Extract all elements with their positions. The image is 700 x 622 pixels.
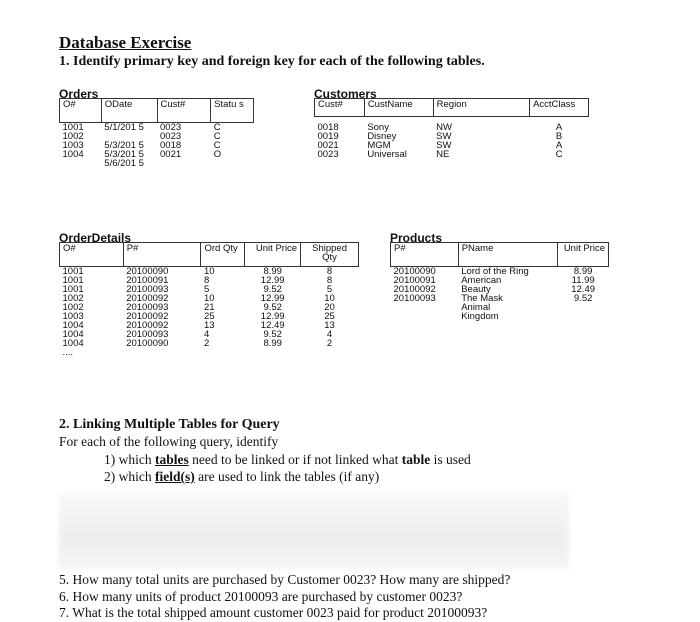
orderdetails-header-ordqty: Ord Qty bbox=[201, 243, 245, 267]
od-cell: 20100093 bbox=[126, 329, 169, 340]
orders-cell: 0023 bbox=[160, 122, 182, 133]
item2-text-c: are used to link the tables (if any) bbox=[194, 469, 380, 484]
products-cell: 11.99 bbox=[571, 275, 595, 286]
customers-cell: 0018 bbox=[317, 121, 339, 133]
table-row bbox=[315, 123, 589, 132]
item1-text-e: is used bbox=[430, 452, 471, 467]
table-row bbox=[315, 141, 589, 150]
question-5: 5. How many total units are purchased by Customer 0023? How many are shipped? bbox=[59, 572, 511, 587]
products-cell: Kingdom bbox=[461, 311, 499, 322]
orders-cell bbox=[157, 159, 211, 168]
table-row bbox=[60, 267, 359, 277]
table-row bbox=[60, 132, 254, 141]
orderdetails-table bbox=[59, 242, 359, 357]
orders-cell: 5/1/201 5 bbox=[104, 122, 144, 133]
products-cell: Beauty bbox=[461, 284, 491, 295]
customers-cell: SW bbox=[436, 130, 452, 142]
od-cell: 1001 bbox=[62, 266, 84, 277]
customers-cell: A bbox=[555, 139, 563, 151]
products-table bbox=[390, 242, 609, 321]
customers-header-cust: Cust# bbox=[315, 99, 365, 117]
products-cell bbox=[558, 312, 609, 321]
table-row bbox=[391, 312, 609, 321]
products-cell: Animal bbox=[461, 302, 491, 313]
products-cell: 20100092 bbox=[393, 284, 436, 295]
products-label: Products bbox=[390, 231, 443, 245]
od-cell: 4 bbox=[326, 329, 333, 340]
orders-cell: 1004 bbox=[62, 149, 84, 160]
table-row bbox=[60, 150, 254, 159]
orders-cell: 0023 bbox=[160, 131, 182, 142]
customers-cell: B bbox=[555, 130, 563, 142]
od-cell: 25 bbox=[324, 311, 335, 322]
customers-cell: NE bbox=[436, 148, 450, 160]
od-cell: 10 bbox=[324, 293, 335, 304]
customers-label: Customers bbox=[314, 87, 377, 101]
products-header-p: P# bbox=[391, 243, 459, 267]
orders-table bbox=[59, 98, 254, 168]
od-cell: 20100093 bbox=[126, 284, 169, 295]
products-cell bbox=[391, 303, 459, 312]
orders-label: Orders bbox=[59, 87, 99, 101]
table-row bbox=[60, 348, 359, 357]
od-cell: 21 bbox=[203, 302, 215, 313]
orderdetails-header-o: O# bbox=[60, 243, 124, 267]
od-cell: 1004 bbox=[62, 320, 84, 331]
od-cell: 20100092 bbox=[126, 320, 169, 331]
orders-header-cust: Cust# bbox=[157, 99, 211, 123]
customers-cell: NW bbox=[436, 121, 452, 133]
customers-cell: 0021 bbox=[317, 139, 339, 151]
table-row bbox=[60, 141, 254, 150]
orders-cell: O bbox=[213, 149, 222, 160]
od-cell: 1001 bbox=[62, 275, 84, 286]
orderdetails-label: OrderDetails bbox=[59, 231, 132, 245]
blurred-region bbox=[59, 493, 569, 569]
orderdetails-header-shippedqty: Shipped Qty bbox=[301, 243, 359, 267]
od-cell: 4 bbox=[203, 329, 210, 340]
customers-table bbox=[314, 98, 589, 159]
section-2-intro: For each of the following query, identify bbox=[59, 434, 279, 449]
products-cell: 9.52 bbox=[573, 293, 593, 304]
customers-cell: Sony bbox=[367, 121, 389, 133]
od-cell: 1003 bbox=[62, 311, 84, 322]
orderdetails-header-unitprice: Unit Price bbox=[245, 243, 301, 267]
orders-cell bbox=[60, 159, 102, 168]
section-2-item-1 bbox=[104, 452, 471, 468]
section-2-heading: 2. Linking Multiple Tables for Query bbox=[59, 417, 280, 432]
customers-cell: C bbox=[555, 148, 563, 160]
products-cell: Lord of the Ring bbox=[461, 266, 529, 277]
customers-cell: MGM bbox=[367, 139, 391, 151]
od-cell: 20100092 bbox=[126, 293, 169, 304]
od-cell: 1002 bbox=[62, 293, 84, 304]
customers-cell: SW bbox=[436, 139, 452, 151]
table-row bbox=[60, 330, 359, 339]
products-cell: 20100093 bbox=[393, 293, 436, 304]
od-cell: 13 bbox=[324, 320, 335, 331]
customers-header-acctclass: AcctClass bbox=[530, 99, 589, 117]
customers-cell: 0019 bbox=[317, 130, 339, 142]
od-cell: 1004 bbox=[62, 338, 84, 349]
od-cell: 8.99 bbox=[263, 338, 282, 349]
orders-header-odate: ODate bbox=[101, 99, 157, 123]
orders-cell: C bbox=[213, 140, 221, 151]
od-cell: 13 bbox=[203, 320, 215, 331]
od-ellipsis: .... bbox=[62, 347, 74, 358]
item1-text-a: 1) which bbox=[104, 452, 155, 467]
orders-cell: 5/3/201 5 bbox=[104, 140, 144, 151]
table-row bbox=[391, 294, 609, 303]
od-cell: 20100093 bbox=[126, 302, 169, 313]
customers-cell: Disney bbox=[367, 130, 397, 142]
od-cell: 9.52 bbox=[263, 302, 282, 313]
orders-header-status: Statu s bbox=[211, 99, 254, 123]
products-cell: The Mask bbox=[461, 293, 503, 304]
od-cell: 12.99 bbox=[260, 293, 285, 304]
od-cell: 20100090 bbox=[126, 266, 169, 277]
od-cell: 8 bbox=[326, 275, 333, 286]
od-cell: 1001 bbox=[62, 284, 84, 295]
item1-tables: tables bbox=[155, 452, 189, 467]
od-cell: 12.49 bbox=[260, 320, 285, 331]
orders-cell bbox=[211, 159, 254, 168]
customers-cell: A bbox=[555, 121, 563, 133]
od-cell: 2 bbox=[203, 338, 210, 349]
od-cell: 12.99 bbox=[260, 275, 285, 286]
orders-cell: 1001 bbox=[62, 122, 84, 133]
question-7: 7. What is the total shipped amount customer 0023 paid for product 20100093? bbox=[59, 605, 488, 620]
table-row bbox=[60, 321, 359, 330]
products-cell bbox=[391, 312, 459, 321]
customers-cell: Universal bbox=[367, 148, 407, 160]
orders-cell: 0018 bbox=[160, 140, 182, 151]
od-cell: 8 bbox=[326, 266, 333, 277]
od-cell: 5 bbox=[203, 284, 210, 295]
od-cell: 8.99 bbox=[263, 266, 282, 277]
od-cell: 20100090 bbox=[126, 338, 169, 349]
page-title: Database Exercise bbox=[59, 33, 192, 52]
od-cell: 8 bbox=[203, 275, 210, 286]
item2-text-a: 2) which bbox=[104, 469, 155, 484]
item2-fields: field(s) bbox=[155, 469, 195, 484]
products-header-unitprice: Unit Price bbox=[558, 243, 609, 267]
table-row bbox=[60, 159, 254, 168]
od-cell: 9.52 bbox=[263, 329, 282, 340]
od-cell: 10 bbox=[203, 266, 215, 277]
products-cell: 8.99 bbox=[573, 266, 593, 277]
orderdetails-header-p: P# bbox=[123, 243, 201, 267]
table-row bbox=[60, 339, 359, 348]
question-1: 1. Identify primary key and foreign key for each of the following tables. bbox=[59, 54, 485, 69]
od-cell: 20 bbox=[324, 302, 335, 313]
od-cell: 1002 bbox=[62, 302, 84, 313]
od-cell: 20100092 bbox=[126, 311, 169, 322]
od-cell: 1004 bbox=[62, 329, 84, 340]
orders-cell: 1003 bbox=[62, 140, 84, 151]
od-cell: 2 bbox=[326, 338, 333, 349]
products-header-pname: PName bbox=[458, 243, 558, 267]
question-6: 6. How many units of product 20100093 are purchased by customer 0023? bbox=[59, 589, 463, 604]
table-row bbox=[315, 132, 589, 141]
table-row bbox=[60, 276, 359, 285]
products-cell: American bbox=[461, 275, 502, 286]
od-cell: 25 bbox=[203, 311, 215, 322]
orders-cell: C bbox=[213, 131, 221, 142]
customers-header-region: Region bbox=[433, 99, 529, 117]
od-cell: 20100091 bbox=[126, 275, 169, 286]
item1-table: table bbox=[401, 452, 431, 467]
orders-cell: C bbox=[213, 122, 221, 133]
products-cell: 20100090 bbox=[393, 266, 436, 277]
products-cell: 20100091 bbox=[393, 275, 436, 286]
table-row bbox=[315, 150, 589, 159]
orders-cell: 1002 bbox=[62, 131, 84, 142]
table-row bbox=[60, 123, 254, 133]
od-cell: 12.99 bbox=[260, 311, 285, 322]
od-cell: 9.52 bbox=[263, 284, 282, 295]
customers-cell: 0023 bbox=[317, 148, 339, 160]
orders-cell: 5/6/201 5 bbox=[104, 158, 144, 169]
orders-cell: 0021 bbox=[160, 149, 182, 160]
products-cell bbox=[558, 303, 609, 312]
customers-header-custname: CustName bbox=[364, 99, 433, 117]
item1-text-c: need to be linked or if not linked what bbox=[188, 452, 402, 467]
table-row bbox=[391, 303, 609, 312]
orders-cell: 5/3/201 5 bbox=[104, 149, 144, 160]
od-cell: 5 bbox=[326, 284, 333, 295]
products-cell: 12.49 bbox=[571, 284, 596, 295]
od-cell: 10 bbox=[203, 293, 215, 304]
section-2-item-2 bbox=[104, 469, 379, 485]
orders-header-o: O# bbox=[60, 99, 102, 123]
